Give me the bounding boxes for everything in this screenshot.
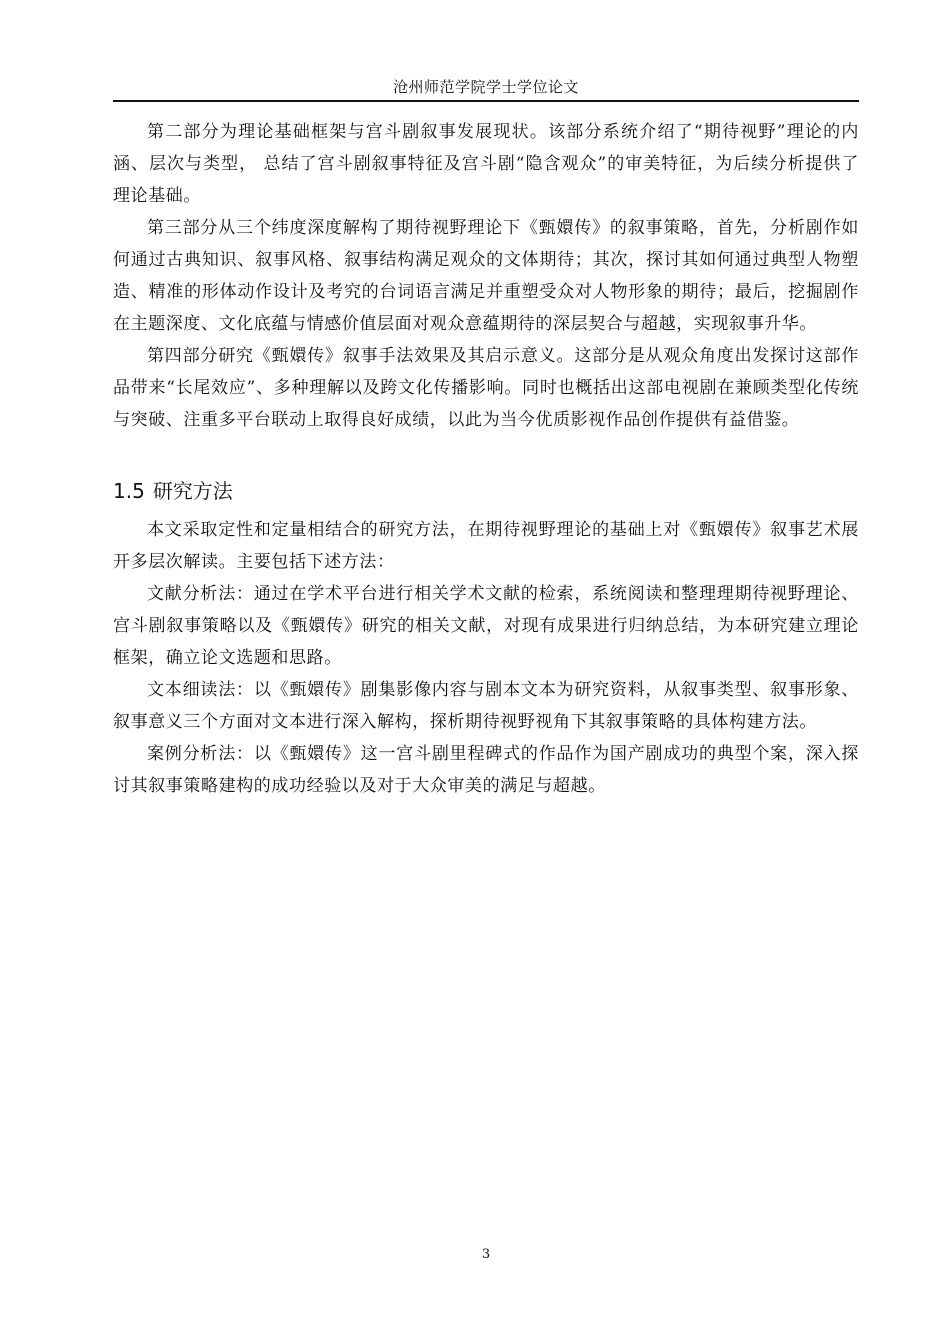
section-number: 1.5 (113, 479, 145, 503)
body-paragraph: 文本细读法：以《甄嬛传》剧集影像内容与剧本文本为研究资料，从叙事类型、叙事形象、叙事意义三个方面对文本进行深入解构，探析期待视野视角下其叙事策略的具体构建方法。 (113, 680, 859, 732)
page-number: 3 (481, 1247, 491, 1262)
body-paragraph: 第三部分从三个纬度深度解构了期待视野理论下《甄嬛传》的叙事策略，首先，分析剧作如何通过古典知识、叙事风格、叙事结构满足观众的文体期待；其次，探讨其如何通过典型人物塑造、精准的形体动作设计及考究的台词语言满足并重塑受众对人物形象的期待；最后，挖掘剧作在主题深度、文化底蕴与情感价值层面对观众意蕴期待的深层契合与超越，实现叙事升华。 (113, 218, 859, 334)
body-paragraph: 案例分析法：以《甄嬛传》这一宫斗剧里程碑式的作品作为国产剧成功的典型个案，深入探讨其叙事策略建构的成功经验以及对于大众审美的满足与超越。 (113, 744, 859, 796)
body-paragraph: 第四部分研究《甄嬛传》叙事手法效果及其启示意义。这部分是从观众角度出发探讨这部作品带来“长尾效应”、多种理解以及跨文化传播影响。同时也概括出这部电视剧在兼顾类型化传统与突破、注重多平台联动上取得良好成绩，以此为当今优质影视作品创作提供有益借鉴。 (113, 346, 859, 430)
body-paragraph: 文献分析法：通过在学术平台进行相关学术文献的检索，系统阅读和整理理期待视野理论、宫斗剧叙事策略以及《甄嬛传》研究的相关文献，对现有成果进行归纳总结，为本研究建立理论框架，确立论文选题和思路。 (113, 584, 859, 668)
page-body (113, 116, 859, 802)
section-title: 研究方法 (152, 479, 233, 503)
body-paragraph: 第二部分为理论基础框架与宫斗剧叙事发展现状。该部分系统介绍了“期待视野”理论的内涵、层次与类型， 总结了宫斗剧叙事特征及宫斗剧“隐含观众”的审美特征，为后续分析提供了理论基础。 (113, 122, 859, 206)
body-paragraph: 本文采取定性和定量相结合的研究方法，在期待视野理论的基础上对《甄嬛传》叙事艺术展开多层次解读。主要包括下述方法： (113, 520, 859, 572)
section-heading (113, 476, 859, 506)
header-divider (113, 100, 859, 102)
running-header: 沧州师范学院学士学位论文 (392, 78, 579, 96)
